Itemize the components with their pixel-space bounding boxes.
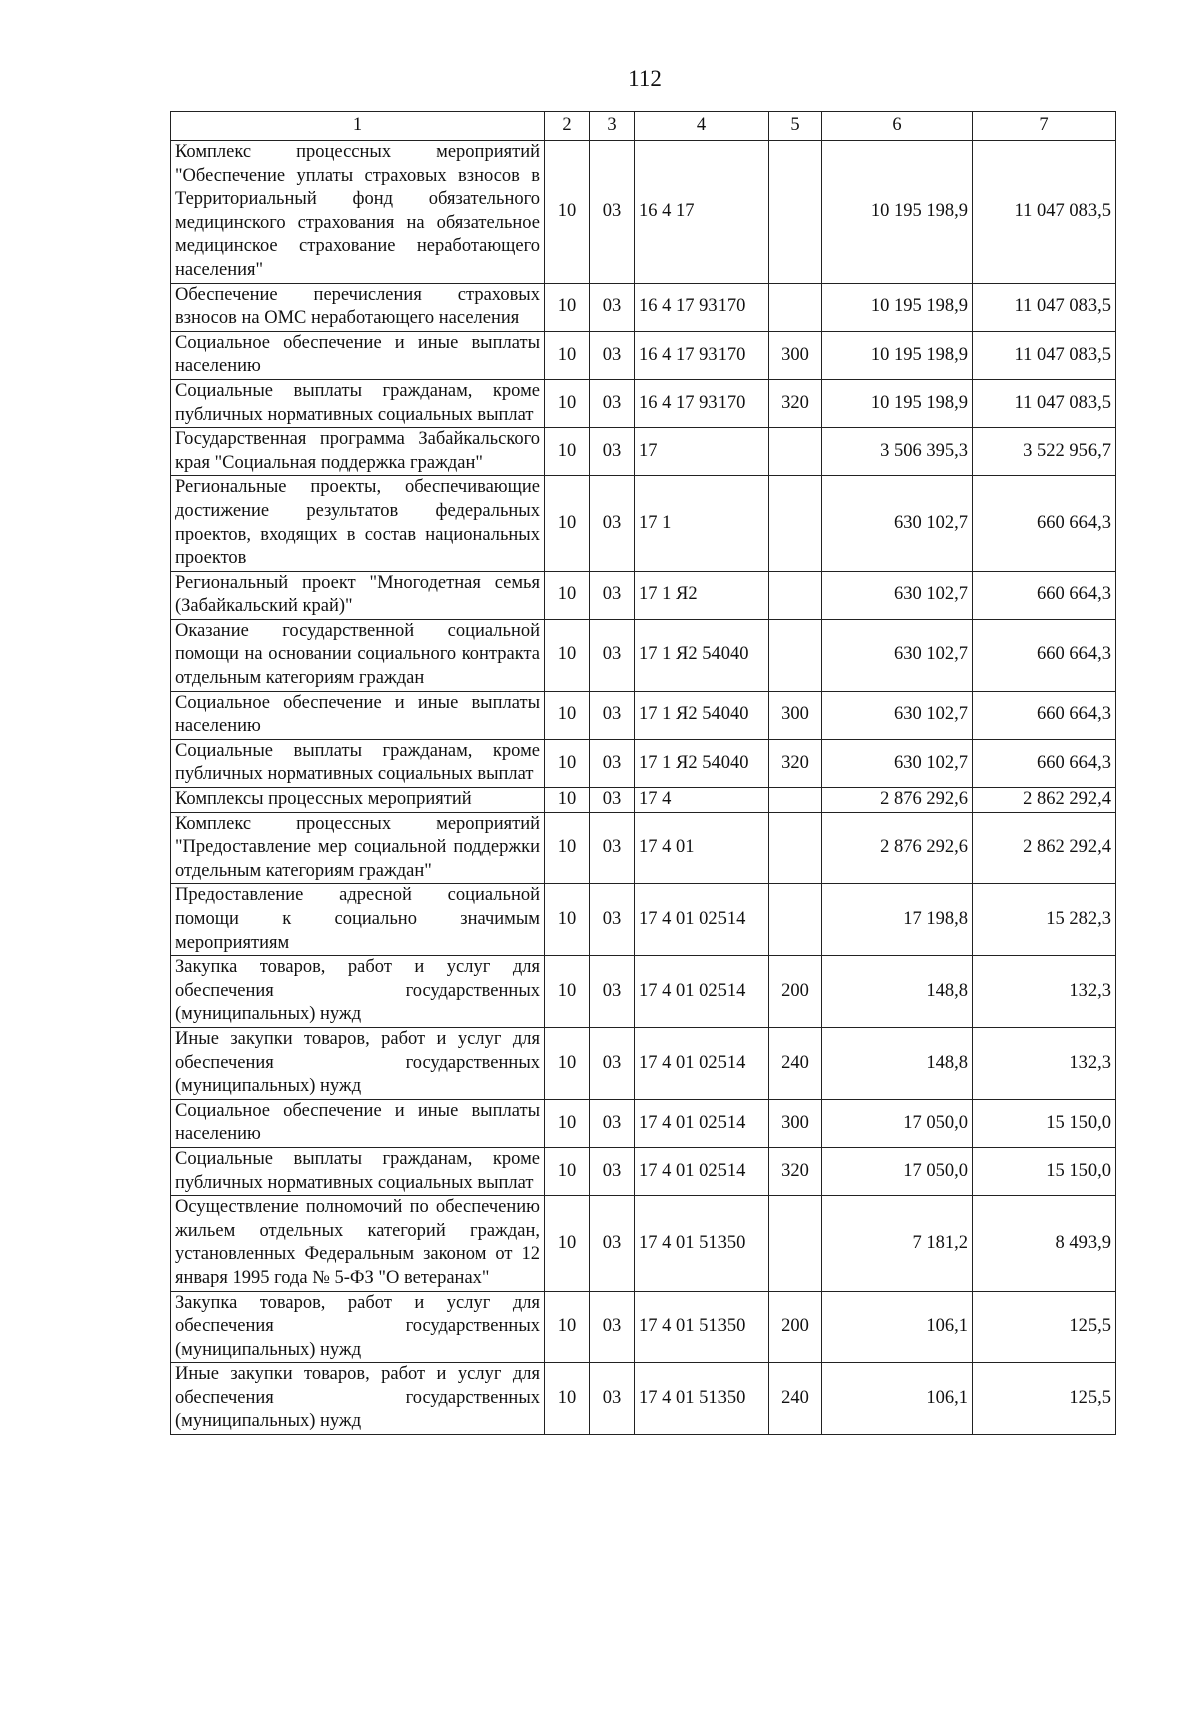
table-row	[171, 379, 1116, 427]
amount-year-1: 630 102,7	[822, 476, 973, 571]
expense-type-code	[769, 283, 822, 331]
subsection-code: 03	[590, 884, 635, 956]
amount-year-2: 660 664,3	[973, 476, 1116, 571]
section-code: 10	[545, 788, 590, 813]
section-code: 10	[545, 1147, 590, 1195]
item-name: Комплекс процессных мероприятий "Обеспечение уплаты страховых взносов в Территориальный фонд обязательного медицинского страхования на обязательное медицинское страхование неработающего населения"	[171, 141, 545, 284]
amount-year-1: 7 181,2	[822, 1196, 973, 1291]
table-row	[171, 1196, 1116, 1291]
section-code: 10	[545, 571, 590, 619]
amount-year-2: 11 047 083,5	[973, 379, 1116, 427]
section-code: 10	[545, 331, 590, 379]
amount-year-1: 2 876 292,6	[822, 812, 973, 884]
item-name: Социальное обеспечение и иные выплаты населению	[171, 331, 545, 379]
item-name: Закупка товаров, работ и услуг для обеспечения государственных (муниципальных) нужд	[171, 956, 545, 1028]
item-name: Социальное обеспечение и иные выплаты населению	[171, 691, 545, 739]
amount-year-2: 2 862 292,4	[973, 788, 1116, 813]
section-code: 10	[545, 428, 590, 476]
table-row	[171, 788, 1116, 813]
amount-year-2: 132,3	[973, 956, 1116, 1028]
target-code: 16 4 17 93170	[635, 283, 769, 331]
amount-year-2: 11 047 083,5	[973, 331, 1116, 379]
table-row	[171, 571, 1116, 619]
subsection-code: 03	[590, 1291, 635, 1363]
item-name: Социальные выплаты гражданам, кроме публичных нормативных социальных выплат	[171, 379, 545, 427]
column-header: 4	[635, 112, 769, 141]
item-name: Иные закупки товаров, работ и услуг для обеспечения государственных (муниципальных) нужд	[171, 1363, 545, 1435]
amount-year-1: 148,8	[822, 1027, 973, 1099]
item-name: Социальные выплаты гражданам, кроме публичных нормативных социальных выплат	[171, 1147, 545, 1195]
item-name: Региональный проект "Многодетная семья (Забайкальский край)"	[171, 571, 545, 619]
subsection-code: 03	[590, 619, 635, 691]
section-code: 10	[545, 956, 590, 1028]
item-name: Предоставление адресной социальной помощи к социально значимым мероприятиям	[171, 884, 545, 956]
section-code: 10	[545, 476, 590, 571]
table-row	[171, 691, 1116, 739]
target-code: 17 4 01 51350	[635, 1363, 769, 1435]
subsection-code: 03	[590, 1027, 635, 1099]
section-code: 10	[545, 379, 590, 427]
amount-year-1: 106,1	[822, 1363, 973, 1435]
target-code: 17 4 01 51350	[635, 1196, 769, 1291]
amount-year-1: 10 195 198,9	[822, 283, 973, 331]
amount-year-1: 17 050,0	[822, 1099, 973, 1147]
subsection-code: 03	[590, 1196, 635, 1291]
amount-year-1: 10 195 198,9	[822, 141, 973, 284]
subsection-code: 03	[590, 331, 635, 379]
expense-type-code: 300	[769, 331, 822, 379]
expense-type-code: 300	[769, 1099, 822, 1147]
target-code: 17 4 01	[635, 812, 769, 884]
amount-year-1: 17 050,0	[822, 1147, 973, 1195]
section-code: 10	[545, 884, 590, 956]
table-row	[171, 956, 1116, 1028]
subsection-code: 03	[590, 812, 635, 884]
expense-type-code	[769, 476, 822, 571]
table-row	[171, 1363, 1116, 1435]
expense-type-code	[769, 619, 822, 691]
amount-year-2: 660 664,3	[973, 739, 1116, 787]
item-name: Иные закупки товаров, работ и услуг для обеспечения государственных (муниципальных) нужд	[171, 1027, 545, 1099]
column-header: 6	[822, 112, 973, 141]
amount-year-2: 8 493,9	[973, 1196, 1116, 1291]
target-code: 16 4 17 93170	[635, 331, 769, 379]
amount-year-2: 2 862 292,4	[973, 812, 1116, 884]
subsection-code: 03	[590, 691, 635, 739]
section-code: 10	[545, 1099, 590, 1147]
table-row	[171, 1147, 1116, 1195]
item-name: Обеспечение перечисления страховых взносов на ОМС неработающего населения	[171, 283, 545, 331]
subsection-code: 03	[590, 956, 635, 1028]
item-name: Социальное обеспечение и иные выплаты населению	[171, 1099, 545, 1147]
section-code: 10	[545, 691, 590, 739]
item-name: Комплекс процессных мероприятий "Предоставление мер социальной поддержки отдельным категориям граждан"	[171, 812, 545, 884]
expense-type-code: 200	[769, 1291, 822, 1363]
subsection-code: 03	[590, 141, 635, 284]
target-code: 17 1 Я2 54040	[635, 691, 769, 739]
subsection-code: 03	[590, 571, 635, 619]
item-name: Государственная программа Забайкальского края "Социальная поддержка граждан"	[171, 428, 545, 476]
target-code: 16 4 17	[635, 141, 769, 284]
amount-year-2: 660 664,3	[973, 691, 1116, 739]
table-row	[171, 141, 1116, 284]
item-name: Осуществление полномочий по обеспечению жильем отдельных категорий граждан, установленных Федеральным законом от 12 января 1995 года № 5-ФЗ "О ветеранах"	[171, 1196, 545, 1291]
amount-year-2: 11 047 083,5	[973, 283, 1116, 331]
item-name: Закупка товаров, работ и услуг для обеспечения государственных (муниципальных) нужд	[171, 1291, 545, 1363]
column-header: 3	[590, 112, 635, 141]
amount-year-2: 660 664,3	[973, 619, 1116, 691]
amount-year-1: 630 102,7	[822, 739, 973, 787]
amount-year-1: 10 195 198,9	[822, 379, 973, 427]
amount-year-1: 106,1	[822, 1291, 973, 1363]
section-code: 10	[545, 812, 590, 884]
column-header: 7	[973, 112, 1116, 141]
expense-type-code	[769, 571, 822, 619]
section-code: 10	[545, 739, 590, 787]
section-code: 10	[545, 1291, 590, 1363]
item-name: Комплексы процессных мероприятий	[171, 788, 545, 813]
table-row	[171, 812, 1116, 884]
section-code: 10	[545, 1363, 590, 1435]
subsection-code: 03	[590, 1099, 635, 1147]
expense-type-code: 240	[769, 1363, 822, 1435]
subsection-code: 03	[590, 1147, 635, 1195]
amount-year-1: 17 198,8	[822, 884, 973, 956]
amount-year-1: 630 102,7	[822, 619, 973, 691]
expense-type-code	[769, 428, 822, 476]
amount-year-2: 132,3	[973, 1027, 1116, 1099]
table-row	[171, 1099, 1116, 1147]
column-header: 5	[769, 112, 822, 141]
table-row	[171, 1291, 1116, 1363]
amount-year-2: 15 150,0	[973, 1099, 1116, 1147]
table-row	[171, 428, 1116, 476]
section-code: 10	[545, 283, 590, 331]
expense-type-code	[769, 812, 822, 884]
amount-year-1: 630 102,7	[822, 571, 973, 619]
subsection-code: 03	[590, 739, 635, 787]
amount-year-1: 148,8	[822, 956, 973, 1028]
target-code: 16 4 17 93170	[635, 379, 769, 427]
section-code: 10	[545, 619, 590, 691]
item-name: Оказание государственной социальной помощи на основании социального контракта отдельным категориям граждан	[171, 619, 545, 691]
expense-type-code: 240	[769, 1027, 822, 1099]
target-code: 17 1	[635, 476, 769, 571]
item-name: Социальные выплаты гражданам, кроме публичных нормативных социальных выплат	[171, 739, 545, 787]
subsection-code: 03	[590, 379, 635, 427]
amount-year-1: 630 102,7	[822, 691, 973, 739]
table-row	[171, 739, 1116, 787]
target-code: 17 4	[635, 788, 769, 813]
amount-year-2: 660 664,3	[973, 571, 1116, 619]
target-code: 17 1 Я2 54040	[635, 619, 769, 691]
subsection-code: 03	[590, 283, 635, 331]
amount-year-2: 125,5	[973, 1363, 1116, 1435]
table-row	[171, 283, 1116, 331]
expense-type-code: 200	[769, 956, 822, 1028]
expense-type-code	[769, 788, 822, 813]
amount-year-2: 11 047 083,5	[973, 141, 1116, 284]
amount-year-2: 125,5	[973, 1291, 1116, 1363]
expense-type-code: 300	[769, 691, 822, 739]
table-row	[171, 1027, 1116, 1099]
target-code: 17 1 Я2 54040	[635, 739, 769, 787]
table-row	[171, 884, 1116, 956]
expense-type-code: 320	[769, 739, 822, 787]
budget-table	[170, 111, 1116, 1435]
target-code: 17 4 01 02514	[635, 956, 769, 1028]
subsection-code: 03	[590, 476, 635, 571]
section-code: 10	[545, 141, 590, 284]
column-header: 2	[545, 112, 590, 141]
target-code: 17	[635, 428, 769, 476]
column-header: 1	[171, 112, 545, 141]
target-code: 17 4 01 51350	[635, 1291, 769, 1363]
expense-type-code	[769, 884, 822, 956]
amount-year-1: 2 876 292,6	[822, 788, 973, 813]
expense-type-code: 320	[769, 379, 822, 427]
expense-type-code: 320	[769, 1147, 822, 1195]
amount-year-1: 3 506 395,3	[822, 428, 973, 476]
table-row	[171, 619, 1116, 691]
target-code: 17 4 01 02514	[635, 884, 769, 956]
amount-year-2: 15 150,0	[973, 1147, 1116, 1195]
subsection-code: 03	[590, 788, 635, 813]
target-code: 17 4 01 02514	[635, 1099, 769, 1147]
subsection-code: 03	[590, 428, 635, 476]
page-number: 112	[628, 66, 662, 91]
item-name: Региональные проекты, обеспечивающие достижение результатов федеральных проектов, входящих в состав национальных проектов	[171, 476, 545, 571]
target-code: 17 1 Я2	[635, 571, 769, 619]
target-code: 17 4 01 02514	[635, 1147, 769, 1195]
subsection-code: 03	[590, 1363, 635, 1435]
amount-year-2: 15 282,3	[973, 884, 1116, 956]
table-row	[171, 331, 1116, 379]
section-code: 10	[545, 1027, 590, 1099]
expense-type-code	[769, 141, 822, 284]
amount-year-1: 10 195 198,9	[822, 331, 973, 379]
target-code: 17 4 01 02514	[635, 1027, 769, 1099]
amount-year-2: 3 522 956,7	[973, 428, 1116, 476]
section-code: 10	[545, 1196, 590, 1291]
expense-type-code	[769, 1196, 822, 1291]
header-row	[171, 112, 1116, 141]
table-row	[171, 476, 1116, 571]
